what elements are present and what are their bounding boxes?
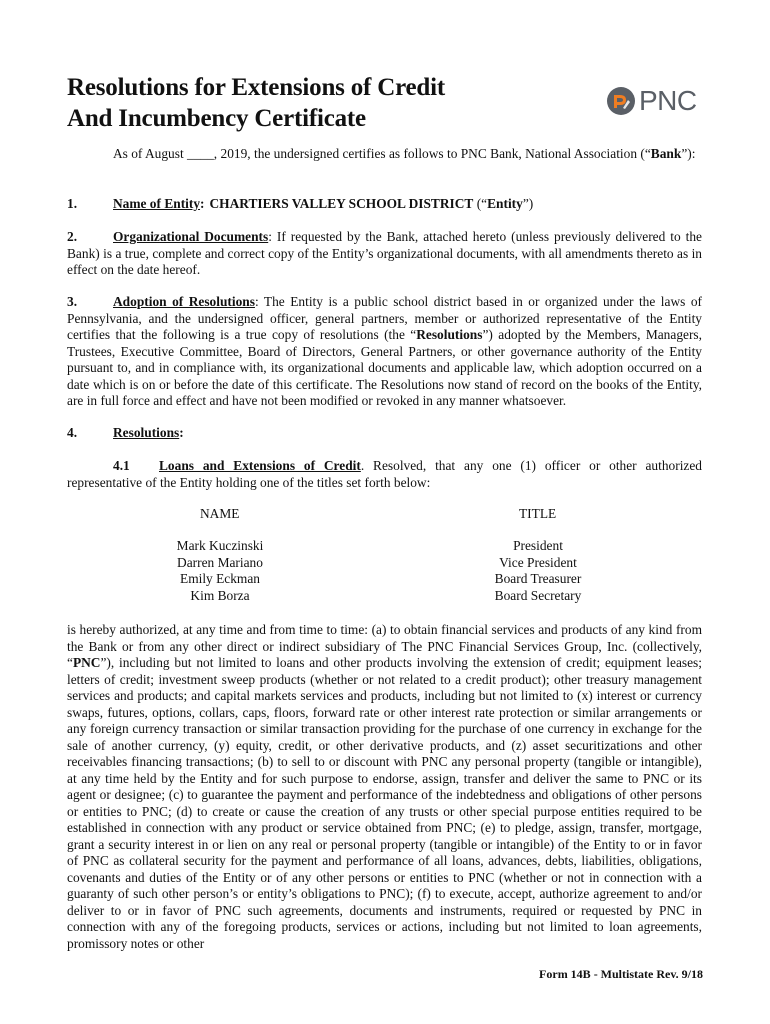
section-3 (67, 294, 702, 410)
title-line-1: Resolutions for Extensions of Credit (67, 74, 446, 101)
title-column-header: TITLE (519, 506, 557, 521)
form-footer: Form 14B - Multistate Rev. 9/18 (539, 967, 703, 981)
officer-title: Board Secretary (494, 587, 582, 603)
entity-term: Entity (487, 196, 523, 211)
section-4-1-label: Loans and Extensions of Credit (159, 458, 361, 473)
section-3-text: : The Entity is a public school district based in or organized under the laws of Pennsylvania, and the undersigned officer, general partners, member or authorized representative of the Entity certifies that the following is a true copy of resolutions (the “ (67, 294, 702, 342)
title-line-2: And Incumbency Certificate (67, 105, 366, 132)
section-1-number: 1. (67, 196, 78, 211)
authorization-text: is hereby authorized, at any time and from time to time: (a) to obtain financial services and products of any kind from the Bank or from any other direct or indirect subsidiary of The PNC Financial Services Group, Inc. (collectively, “ (67, 622, 702, 670)
section-2 (67, 229, 702, 279)
resolutions-term: Resolutions (416, 327, 483, 342)
section-2-label: Organizational Documents (113, 229, 269, 244)
section-1-paren-close: ”) (522, 196, 534, 211)
section-4-label: Resolutions (113, 425, 180, 440)
section-1-paren-open: (“ (473, 196, 488, 211)
pnc-logo (606, 84, 697, 118)
officer-name: Emily Eckman (180, 571, 260, 586)
section-4-number: 4. (67, 425, 78, 440)
authorization-paragraph (67, 622, 702, 952)
section-1-label: Name of Entity (113, 196, 201, 211)
intro-bank-term: Bank (650, 146, 682, 161)
section-1-colon: : (200, 196, 205, 211)
officer-name: Darren Mariano (177, 554, 263, 570)
officer-name: Mark Kuczinski (176, 538, 264, 553)
section-1 (67, 196, 702, 213)
section-4 (67, 425, 702, 442)
officer-title: Vice President (499, 554, 577, 570)
intro-text: As of August ____, 2019, the undersigned certifies as follows to PNC Bank, National Association (“ (113, 146, 651, 161)
section-4-1-text: . Resolved, that any one (1) officer or other authorized representative of the Entity holding one of the titles set forth below: (67, 458, 703, 490)
intro-paragraph (67, 146, 702, 163)
officer-name: Kim Borza (190, 587, 250, 603)
pnc-logo-icon (606, 86, 636, 116)
section-4-1-number: 4.1 (113, 458, 130, 473)
section-2-text: : If requested by the Bank, attached hereto (unless previously delivered to the Bank) is a true, complete and correct copy of the Entity’s organizational documents, with all amendments thereto as in effect on the date hereof. (67, 229, 702, 277)
section-4-1 (67, 458, 702, 491)
entity-name: CHARTIERS VALLEY SCHOOL DISTRICT (209, 196, 474, 211)
section-2-number: 2. (67, 229, 78, 244)
section-4-colon: : (179, 425, 184, 440)
officer-names (150, 538, 290, 604)
section-3-text-cont: ”) adopted by the Members, Managers, Trustees, Executive Committee, Board of Directors, General Partners, or other governance authority of the Entity pursuant to, and in compliance with, its organizational documents and applicable law, which adoption occurred on a date which is on or before the date of this certificate. The Resolutions now stand of record on the books of the Entity, are in full force and effect and have not been modified or revoked in any manner whatsoever. (67, 327, 702, 408)
intro-text-end: ”): (681, 146, 696, 161)
section-3-number: 3. (67, 294, 78, 309)
pnc-term: PNC (72, 655, 101, 670)
document-title (67, 72, 537, 134)
pnc-logo-text: PNC (639, 85, 697, 116)
name-column-header: NAME (200, 506, 240, 521)
authorization-text-cont: ”), including but not limited to loans and other products involving the extension of credit; equipment leases; letters of credit; investment sweep products (whether or not related to a credit product); other treasury management services and products; and capital markets services and products, including but not limited to (x) interest or currency swaps, futures, options, collars, caps, floors, forward rate or other interest rate protection or similar arrangements or any foreign currency transaction or similar transaction providing for the purchase of one currency in exchange for the sale of another currency, (y) equity, credit, or other derivative products, and (z) asset securitizations and other receivables financing transactions; (b) to sell to or discount with PNC any personal property (tangible or intangible), at any time held by the Entity and for such purpose to endorse, assign, transfer and deliver the same to PNC or its agent or designee; (c) to guarantee the payment and performance of the indebtedness and obligations of other persons or entities to PNC; (d) to create or cause the creation of any trusts or other special purpose entities required to be established in connection with any product or service obtained from PNC; (e) to pledge, assign, transfer, mortgage, grant a security interest in or lien on any real or personal property (tangible or intangible) of the Entity to or in favor of PNC as collateral security for the payment and performance of all loans, advances, debts, liabilities, obligations, covenants and duties of the Entity or of any other persons or entities to PNC (whether or not in connection with a guaranty of such other person’s or entity’s obligations to PNC); (f) to execute, accept, authorize agreement to and/or deliver to or in favor of PNC such agreements, documents and instruments, required or requested by PNC in connection with any of the foregoing products, services or actions, including but not limited to loan agreements, promissory notes or other (67, 655, 702, 951)
officer-title: President (513, 538, 563, 553)
section-3-label: Adoption of Resolutions (113, 294, 255, 309)
officer-titles (468, 538, 608, 604)
officer-title: Board Treasurer (494, 571, 582, 586)
